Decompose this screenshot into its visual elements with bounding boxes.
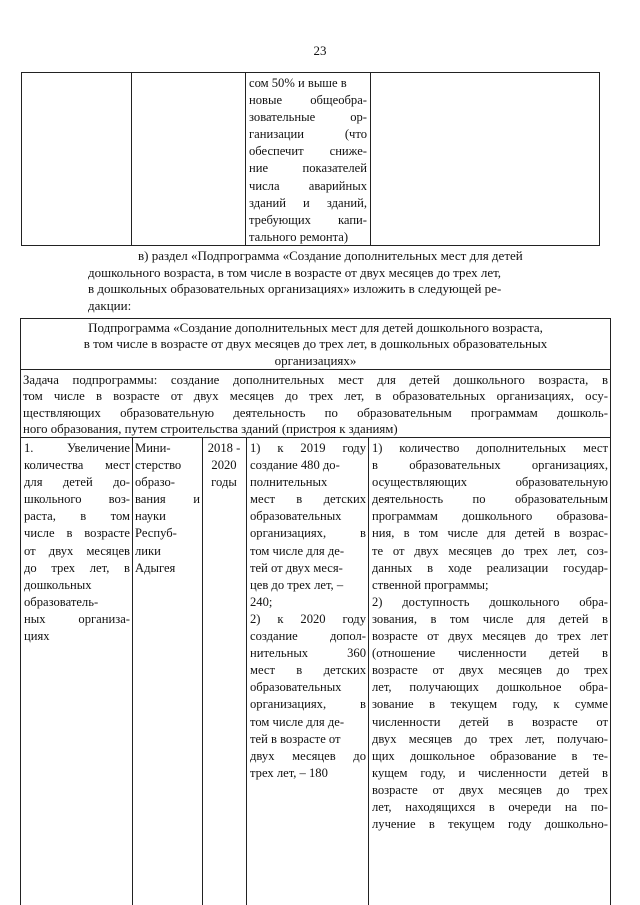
period-line: годы xyxy=(211,475,237,490)
instruction-line: дошкольного возраста, в том числе в возрасте от двух месяцев до трех лет, xyxy=(88,264,502,280)
cell-line: новые общеобра- xyxy=(249,93,367,108)
results-line: 2) к 2020 году xyxy=(250,611,366,626)
cell-line: сом 50% и выше в xyxy=(249,76,347,90)
results-line: цев до трех лет, – xyxy=(250,577,344,592)
task-line: ного образования, путем строительства зданий (пристроя к зданиям) xyxy=(23,421,398,436)
indicators-line: возрасте от двух месяцев до трех лет xyxy=(372,629,608,644)
results-line: том числе для де- xyxy=(250,714,345,729)
indicators-line: 1) количество дополнительных мест xyxy=(372,441,608,455)
indicators-line: зования, в том числе для детей в xyxy=(372,611,608,626)
indicators-line: в образовательных организациях, xyxy=(372,458,608,473)
indicators-line: данных в ходе реализации государ- xyxy=(372,560,608,575)
activity-line: 1. Увеличение xyxy=(24,441,130,455)
activity-line: образователь- xyxy=(24,594,99,609)
table-border-left xyxy=(20,318,21,905)
cell-line: требующих капи- xyxy=(249,212,367,227)
top-table-border-top xyxy=(21,72,600,73)
indicators-line: щих дошкольное образование в те- xyxy=(372,748,608,763)
results-line: полнительных xyxy=(250,475,328,490)
top-table-divider xyxy=(21,72,22,246)
period-cell xyxy=(204,440,244,491)
results-cell xyxy=(250,440,366,782)
column-divider xyxy=(132,437,133,905)
executor-line: Респуб- xyxy=(135,526,177,541)
executor-line: Адыгея xyxy=(135,560,176,575)
executor-line: стерство xyxy=(135,458,182,473)
indicators-line: осуществляющих образовательную xyxy=(372,475,608,490)
indicators-line: ственной программы; xyxy=(372,577,489,592)
top-table-divider xyxy=(131,72,132,246)
activity-line: для детей до- xyxy=(24,475,130,490)
activity-line: количества мест xyxy=(24,458,130,473)
results-line: мест в детских xyxy=(250,663,366,678)
activity-line: циях xyxy=(24,629,50,644)
results-line: создание 480 до- xyxy=(250,458,340,473)
header-line: организациях» xyxy=(274,352,357,368)
period-line: 2020 xyxy=(211,458,237,473)
indicators-line: численности детей в возрасте от xyxy=(372,714,608,729)
indicators-line: лет, находящихся в очереди на по- xyxy=(372,799,608,814)
results-line: 1) к 2019 году xyxy=(250,441,366,455)
indicators-line: программам дошкольного образова- xyxy=(372,509,608,524)
page-number: 23 xyxy=(313,43,327,58)
activity-line: дошкольных xyxy=(24,577,92,592)
indicators-line: ния, в том числе для детей в возрас- xyxy=(372,526,608,541)
cell-line: зданий и зданий, xyxy=(249,195,367,210)
column-divider xyxy=(246,437,247,905)
column-divider xyxy=(202,437,203,905)
table-border-top xyxy=(20,318,611,319)
task-line: том числе в возрасте от двух месяцев до трех лет, в образовательных организациях, осу- xyxy=(23,389,608,404)
task-line: ществляющих образовательную деятельность по образовательным программам дошколь- xyxy=(23,405,608,420)
task-line: Задача подпрограммы: создание дополнительных мест для детей дошкольного возраста, в xyxy=(23,373,608,387)
results-line: нительных 360 xyxy=(250,646,366,661)
cell-line: ние показателей xyxy=(249,161,367,176)
cell-line: ганизации (что xyxy=(249,127,367,142)
column-divider xyxy=(368,437,369,905)
cell-line: зовательные ор- xyxy=(249,110,367,125)
header-line: в том числе в возрасте от двух месяцев до трех лет, в дошкольных образовательных xyxy=(83,336,548,352)
activity-cell xyxy=(24,440,130,645)
results-line: мест в детских xyxy=(250,492,366,507)
results-line: образовательных xyxy=(250,680,342,695)
indicators-line: лет, получающих дошкольное обра- xyxy=(372,680,608,695)
executor-line: лики xyxy=(135,543,161,558)
results-line: двух месяцев до xyxy=(250,748,366,763)
activity-line: ных организа- xyxy=(24,611,130,626)
results-line: создание допол- xyxy=(250,629,366,644)
activity-line: от двух месяцев xyxy=(24,543,130,558)
activity-line: до трех лет, в xyxy=(24,560,130,575)
instruction-line: в дошкольных образовательных организациях» изложить в следующей ре- xyxy=(88,281,502,297)
executor-cell xyxy=(135,440,200,577)
executor-line: вания и xyxy=(135,492,200,507)
indicators-line: те от двух месяцев до трех лет, соз- xyxy=(372,543,608,558)
top-table-divider xyxy=(599,72,600,246)
cell-line: числа аварийных xyxy=(249,178,367,193)
results-line: трех лет, – 180 xyxy=(250,765,328,780)
instruction-paragraph xyxy=(88,248,598,314)
indicators-line: кущем году, и численности детей в xyxy=(372,765,608,780)
indicators-line: 2) доступность дошкольного обра- xyxy=(372,594,608,609)
results-line: тей от двух меся- xyxy=(250,560,343,575)
indicators-line: двух месяцев до трех лет, получаю- xyxy=(372,731,608,746)
results-line: том числе для де- xyxy=(250,543,345,558)
top-table-divider xyxy=(370,72,371,246)
results-line: организациях, в xyxy=(250,526,366,541)
activity-line: школьного воз- xyxy=(24,492,130,507)
instruction-line: в) раздел «Подпрограмма «Создание дополнительных мест для детей xyxy=(138,248,523,263)
executor-line: Мини- xyxy=(135,441,171,455)
indicators-cell xyxy=(372,440,608,833)
activity-line: числе в возрасте xyxy=(24,526,130,541)
executor-line: науки xyxy=(135,509,166,524)
cell-line: тального ремонта) xyxy=(249,229,349,244)
indicators-line: лучение в текущем году дошкольно- xyxy=(372,817,608,832)
indicators-line: (отношение численности детей в xyxy=(372,646,608,661)
subprogram-task xyxy=(23,372,608,437)
indicators-line: зование в текущем году, к сумме xyxy=(372,697,608,712)
period-line: 2018 - xyxy=(207,441,241,455)
results-line: организациях, в xyxy=(250,697,366,712)
activity-line: раста, в том xyxy=(24,509,130,524)
executor-line: образо- xyxy=(135,475,175,490)
results-line: тей в возрасте от xyxy=(250,731,341,746)
indicators-line: возрасте от двух месяцев до трех xyxy=(372,782,608,797)
table-border-right xyxy=(610,318,611,905)
results-line: образовательных xyxy=(250,509,342,524)
subprogram-header xyxy=(24,320,607,369)
top-table-cell-text xyxy=(249,75,367,246)
indicators-line: деятельность по образовательным xyxy=(372,492,608,507)
cell-line: обеспечит сниже- xyxy=(249,144,367,159)
results-line: 240; xyxy=(250,594,273,609)
instruction-line: дакции: xyxy=(88,297,132,313)
indicators-line: возрасте от двух месяцев до трех xyxy=(372,663,608,678)
top-table-divider xyxy=(245,72,246,246)
header-line: Подпрограмма «Создание дополнительных мест для детей дошкольного возраста, xyxy=(88,320,543,335)
